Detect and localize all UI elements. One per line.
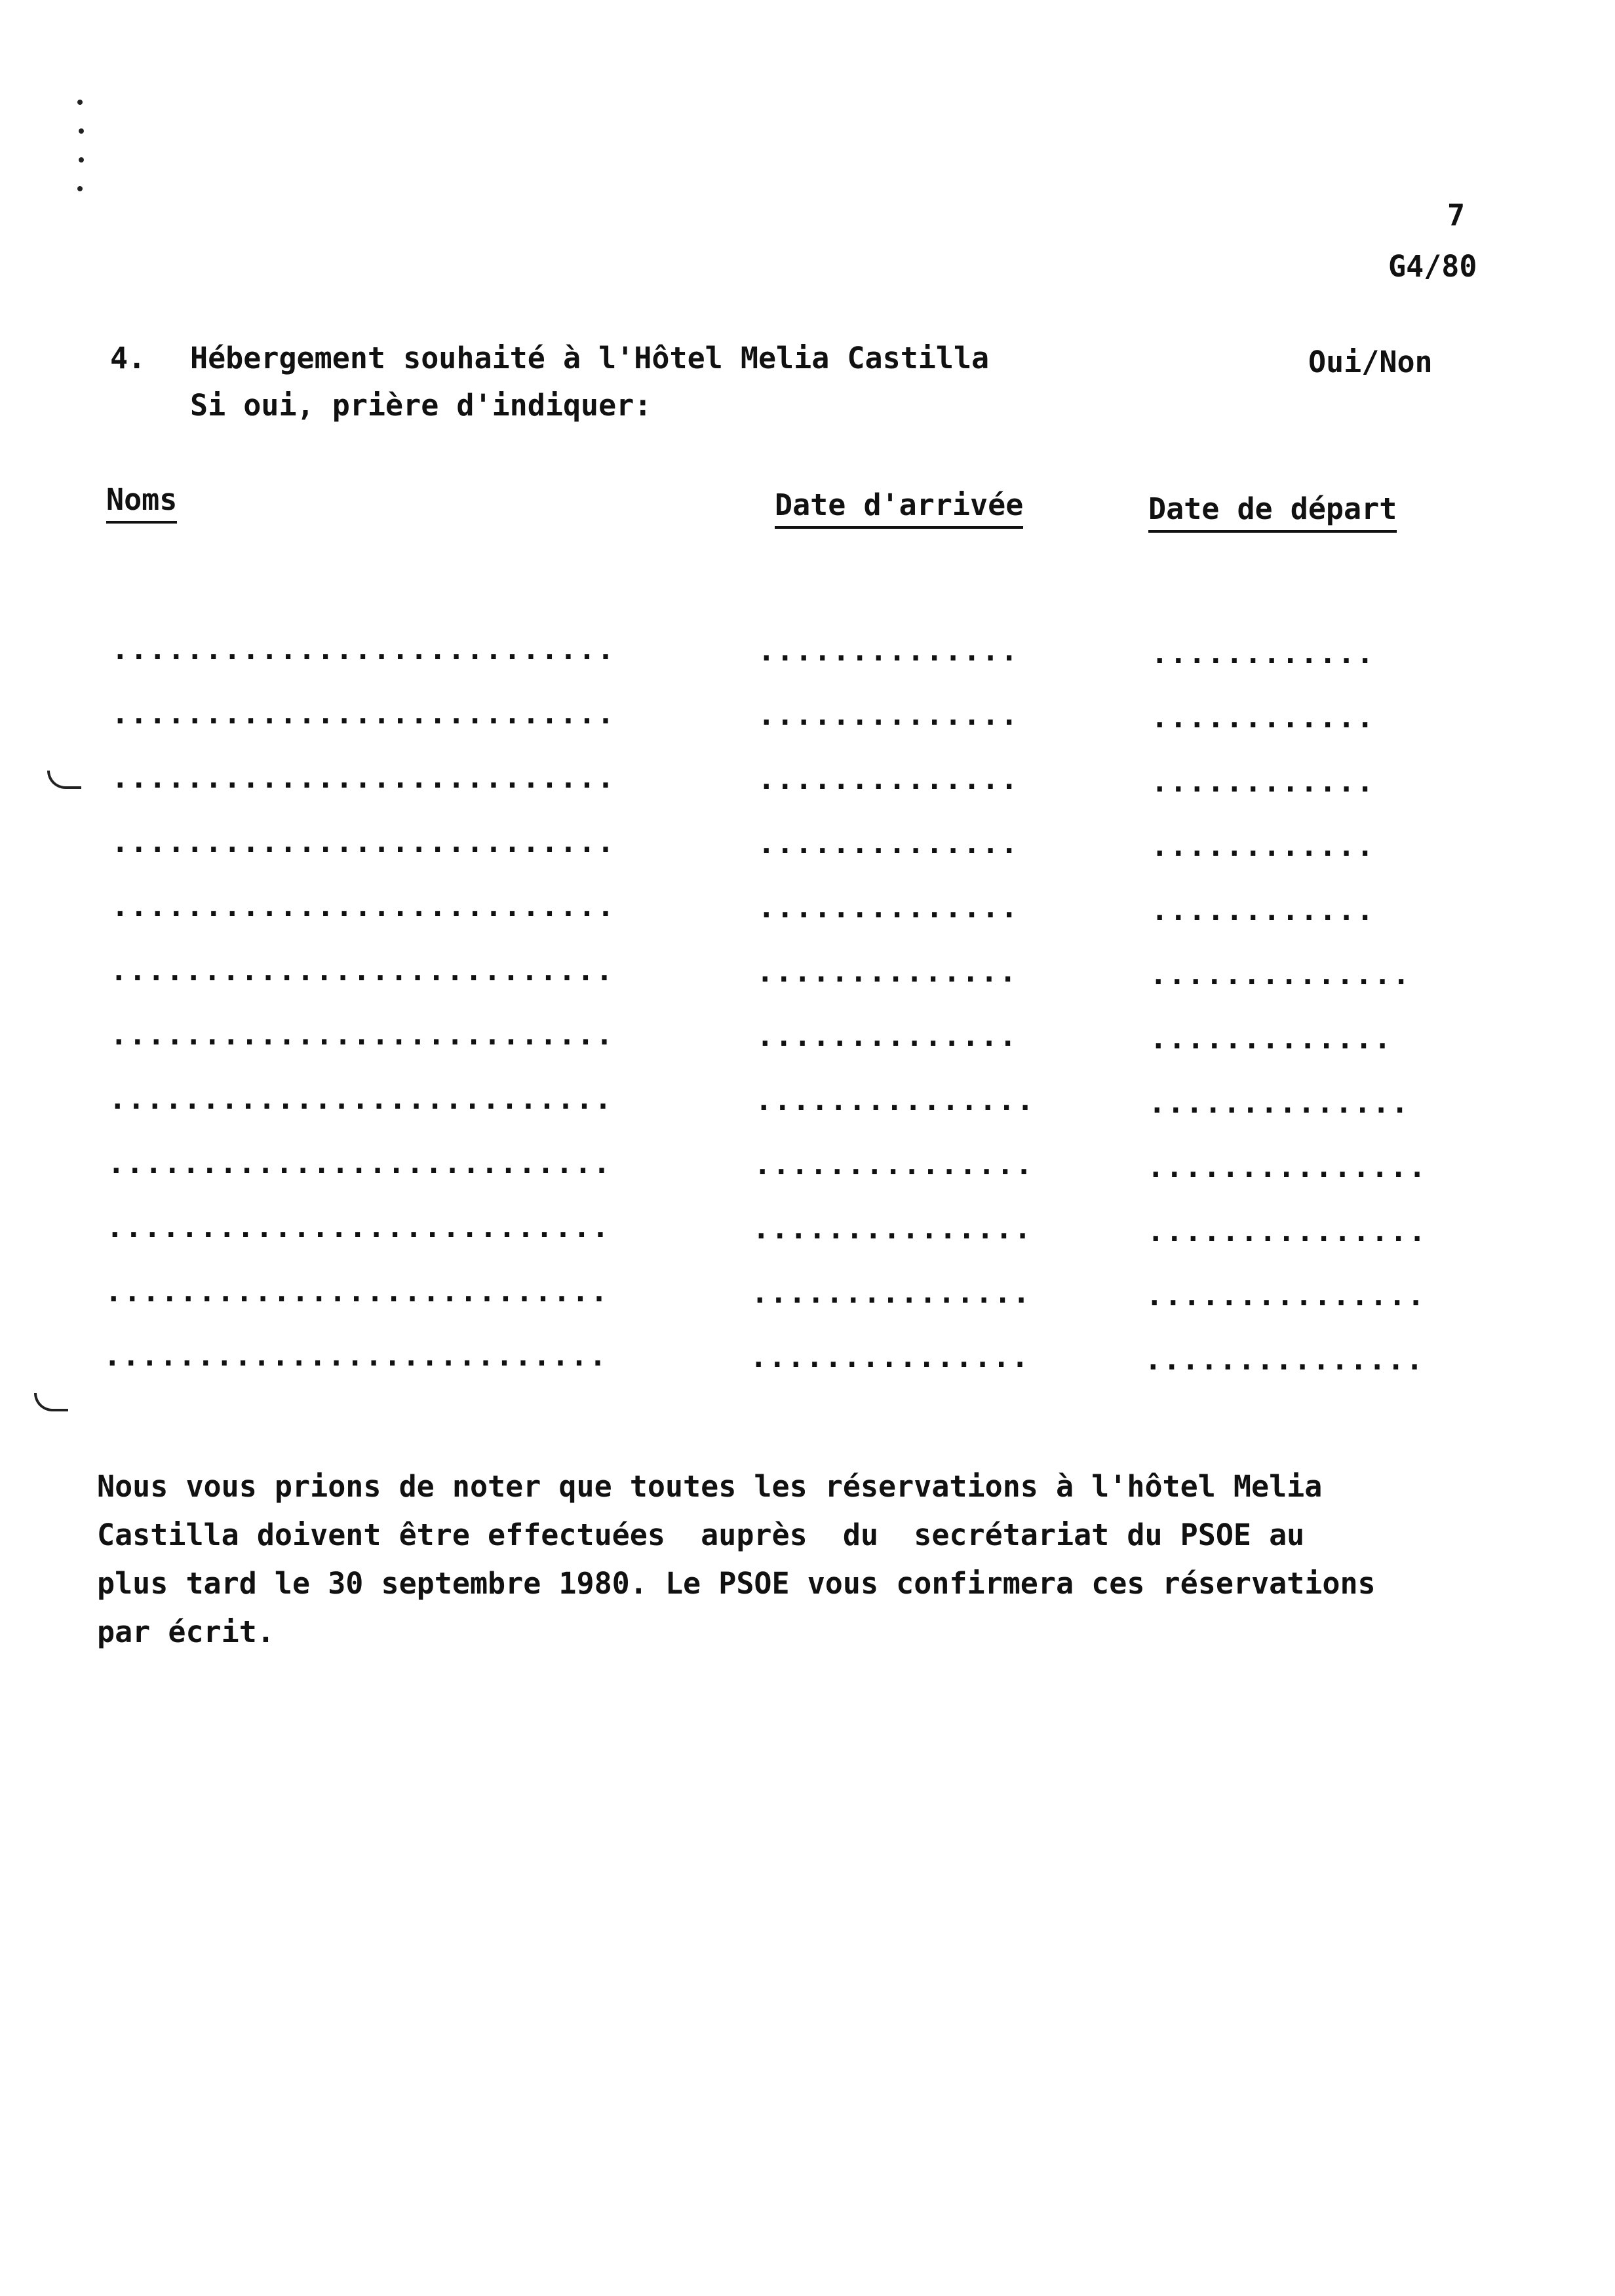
margin-mark bbox=[79, 157, 84, 163]
name-field[interactable]: ........................... bbox=[111, 697, 616, 731]
section-title: Hébergement souhaité à l'Hôtel Melia Castilla bbox=[190, 341, 990, 375]
arrival-field[interactable]: .............. bbox=[758, 827, 1019, 860]
name-field[interactable]: ........................... bbox=[111, 761, 616, 795]
name-field[interactable]: ........................... bbox=[105, 1275, 610, 1309]
arrival-field[interactable]: .............. bbox=[756, 955, 1018, 989]
column-header-departure: Date de départ bbox=[1148, 494, 1397, 533]
departure-field[interactable]: ............. bbox=[1150, 1022, 1393, 1056]
margin-mark bbox=[77, 186, 83, 191]
name-field[interactable]: ........................... bbox=[111, 633, 616, 666]
column-header-arrival: Date d'arrivée bbox=[775, 490, 1023, 529]
yes-no-choice: Oui/Non bbox=[1308, 345, 1433, 379]
page-number: 7 bbox=[1447, 198, 1466, 233]
arrival-field[interactable]: ............... bbox=[752, 1212, 1033, 1246]
note-line: Nous vous prions de noter que toutes les réservations à l'hôtel Melia bbox=[97, 1469, 1323, 1504]
arrival-field[interactable]: .............. bbox=[758, 634, 1019, 668]
departure-field[interactable]: .............. bbox=[1150, 958, 1411, 991]
arrival-field[interactable]: .............. bbox=[758, 698, 1019, 732]
arrival-field[interactable]: ............... bbox=[751, 1276, 1032, 1310]
margin-mark bbox=[77, 100, 83, 105]
name-field[interactable]: ........................... bbox=[104, 1339, 608, 1373]
name-field[interactable]: ........................... bbox=[111, 826, 616, 859]
name-field[interactable]: ........................... bbox=[109, 1082, 613, 1116]
name-field[interactable]: ........................... bbox=[110, 1018, 615, 1052]
section-instruction: Si oui, prière d'indiquer: bbox=[190, 388, 652, 423]
departure-field[interactable]: ............... bbox=[1147, 1151, 1428, 1184]
note-line: Castilla doivent être effectuées auprès du secrétariat du PSOE au bbox=[97, 1518, 1305, 1552]
margin-curl bbox=[47, 771, 81, 789]
margin-mark bbox=[79, 128, 84, 134]
departure-field[interactable]: .............. bbox=[1148, 1086, 1410, 1120]
note-line: plus tard le 30 septembre 1980. Le PSOE vous confirmera ces réservations bbox=[97, 1566, 1376, 1601]
departure-field[interactable]: ............ bbox=[1151, 894, 1375, 927]
arrival-field[interactable]: .............. bbox=[758, 763, 1019, 796]
reservation-note bbox=[97, 1463, 1565, 1656]
name-field[interactable]: ........................... bbox=[106, 1211, 611, 1244]
departure-field[interactable]: ............ bbox=[1151, 765, 1375, 799]
departure-field[interactable]: ............... bbox=[1146, 1279, 1426, 1312]
departure-field[interactable]: ............ bbox=[1151, 830, 1375, 863]
departure-field[interactable]: ............ bbox=[1151, 637, 1375, 670]
departure-field[interactable]: ............... bbox=[1144, 1343, 1425, 1377]
arrival-field[interactable]: ............... bbox=[755, 1084, 1036, 1117]
note-line: par écrit. bbox=[97, 1615, 275, 1649]
name-field[interactable]: ........................... bbox=[110, 954, 615, 987]
arrival-field[interactable]: ............... bbox=[754, 1148, 1034, 1181]
name-field[interactable]: ........................... bbox=[107, 1147, 612, 1180]
margin-curl bbox=[34, 1393, 68, 1411]
arrival-field[interactable]: .............. bbox=[758, 891, 1019, 925]
arrival-field[interactable]: .............. bbox=[756, 1020, 1018, 1053]
departure-field[interactable]: ............ bbox=[1151, 701, 1375, 735]
document-reference: G4/80 bbox=[1388, 249, 1477, 284]
column-header-names: Noms bbox=[106, 485, 177, 524]
arrival-field[interactable]: ............... bbox=[750, 1341, 1030, 1374]
departure-field[interactable]: ............... bbox=[1147, 1215, 1428, 1248]
name-field[interactable]: ........................... bbox=[111, 890, 616, 923]
section-number: 4. bbox=[110, 341, 146, 375]
